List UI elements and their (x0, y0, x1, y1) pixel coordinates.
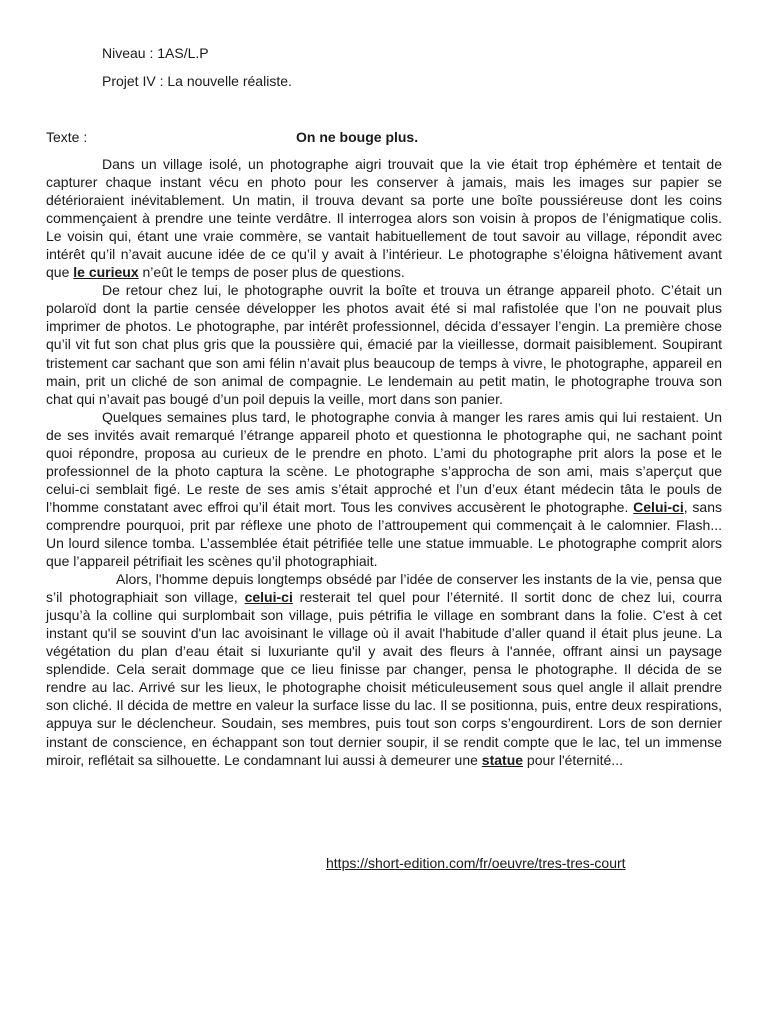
text-label: Texte : (46, 129, 88, 145)
highlight-celui-ci-2: celui-ci (244, 589, 293, 606)
highlight-statue: statue (481, 751, 524, 768)
paragraph-4-text-start: Alors, l'homme depuis longtemps obsédé par l’idée de conserver les instants de la vie, pensa que s’il photographiait son village, (46, 571, 722, 606)
paragraph-1 (46, 155, 722, 281)
source-link[interactable]: https://short-edition.com/fr/oeuvre/tres-tres-court (326, 855, 626, 871)
highlight-le-curieux: le curieux (73, 264, 139, 281)
paragraph-3-text-end: , sans comprendre pourquoi, prit par réflexe une photo de l’attroupement qui commençait à le calomnier. Flash... Un lourd silence tomba. L’assemblée était pétrifiée telle une statue immuable. Le photographe comprit alors que l’appareil pétrifiait les scènes qu’il photographiait. (46, 498, 722, 570)
paragraph-3 (46, 408, 722, 570)
paragraph-4 (46, 570, 722, 769)
level-line: Niveau : 1AS/L.P (102, 45, 209, 61)
story-title: On ne bouge plus. (296, 129, 419, 145)
paragraph-4-text-middle: resterait tel quel pour l’éternité. Il sortit donc de chez lui, courra jusqu’à la colline qui surplombait son village, puis pétrifia le village en sombrant dans la folie. C'est à cet instant qu'il se souvint d'un lac avoisinant le village où il avait l'habitude d’aller quand il était plus jeune. La végétation du plan d’eau était si luxuriante qu'il y avait des fleurs à l'année, offrant ainsi un paysage splendide. Cela serait dommage que ce lieu finisse par changer, pensa le photographe. Il décida de se rendre au lac. Arrivé sur les lieux, le photographe choisit méticuleusement sous quel angle il allait prendre son cliché. Il décida de mettre en valeur la surface lisse du lac. Il se positionna, puis, entre deux respirations, appuya sur le déclencheur. Soudain, ses membres, puis tout son corps s’engourdirent. Lors de son dernier instant de conscience, en échappant son tout dernier soupir, il se rendit compte que le lac, tel un immense miroir, reflétait sa silhouette. Le condamnant lui aussi à demeurer une (46, 589, 723, 768)
highlight-celui-ci: Celui-ci (633, 498, 684, 515)
paragraph-1-text-start: Dans un village isolé, un photographe aigri trouvait que la vie était trop éphémère et tentait de capturer chaque instant vécu en photo pour les conserver à jamais, mais les images sur papier se détérioraient inévitablement. Un matin, il trouva devant sa porte une boîte poussiéreuse dont les coins commençaient à prendre une teinte verdâtre. Il interrogea alors son voisin à propos de l’énigmatique colis. Le voisin qui, étant une vraie commère, se vantait habituellement de tout savoir au village, répondit avec intérêt qu’il n’avait aucune idée de ce qu’il y avait à l’intérieur. Le photographe s’éloigna hâtivement avant que (46, 156, 722, 281)
paragraph-1-text-end: n’eût le temps de poser plus de questions. (138, 264, 405, 281)
story-body (46, 155, 722, 769)
paragraph-3-text-start: Quelques semaines plus tard, le photographe convia à manger les rares amis qui lui restaient. Un de ses invités avait remarqué l’étrange appareil photo et questionna le photographe qui, ne sachant point quoi répondre, proposa au curieux de le prendre en photo. L’ami du photographe prit alors la pose et le professionnel de la photo captura la scène. Le photographe s’approcha de son ami, mais s’aperçut que celui-ci semblait figé. Le reste de ses amis s’était approché et l’un d’eux étant médecin tâta le pouls de l’homme constatant avec effroi qu’il était mort. Tous les convives accusèrent le photographe. (46, 408, 722, 515)
paragraph-2: De retour chez lui, le photographe ouvrit la boîte et trouva un étrange appareil photo. C’était un polaroïd dont la partie censée développer les photos avait été si mal rafistolée que l’on ne pouvait plus imprimer de photos. Le photographe, par intérêt professionnel, décida d’essayer l’engin. La première chose qu’il vit fut son chat plus gris que la poussière qui, émacié par la vieillesse, dormait paisiblement. Soupirant tristement car sachant que son ami félin n’avait plus beaucoup de temps à vivre, le photographe, appareil en main, prit un cliché de son animal de compagnie. Le lendemain au petit matin, le photographe trouva son chat qui n’avait pas bougé d’un poil depuis la veille, mort dans son panier. (46, 282, 722, 407)
paragraph-4-text-end: pour l'éternité... (523, 751, 623, 768)
project-line: Projet IV : La nouvelle réaliste. (102, 73, 292, 89)
